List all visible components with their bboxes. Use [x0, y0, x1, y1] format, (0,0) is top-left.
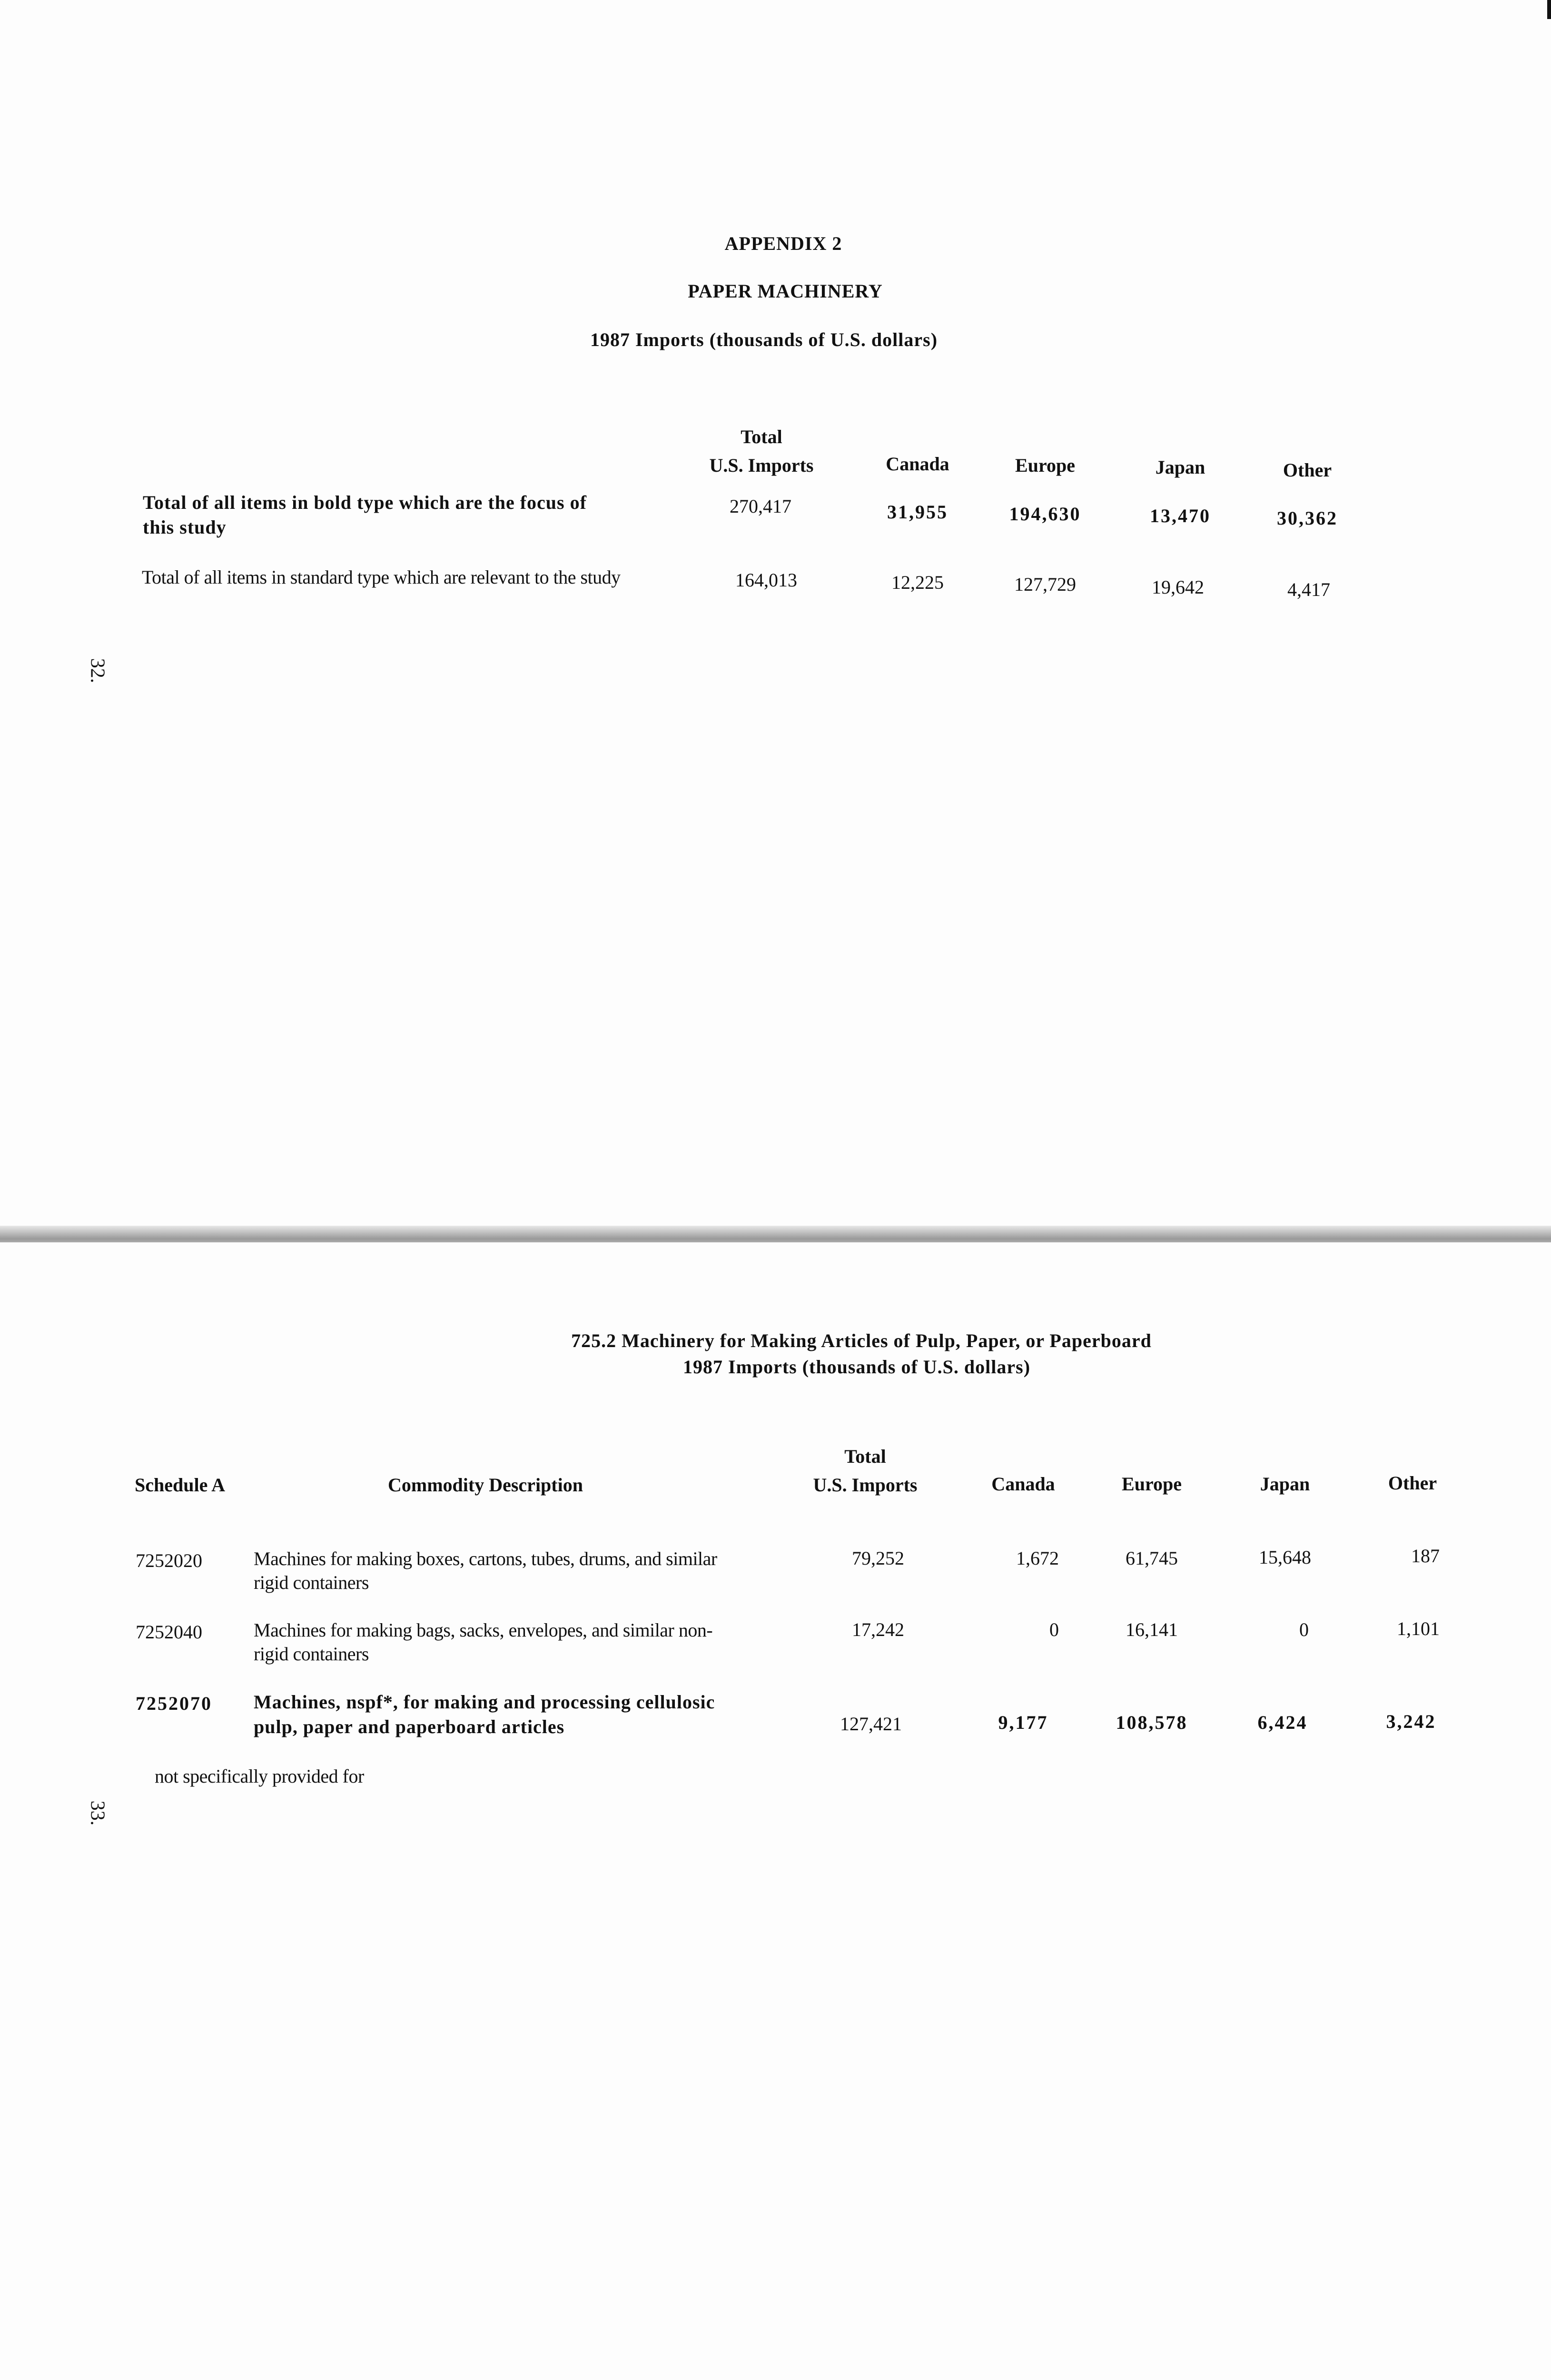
row2-japan: 0: [1299, 1619, 1309, 1640]
row1-code: 7252020: [136, 1550, 202, 1571]
col-total-line2-2: U.S. Imports: [813, 1474, 918, 1496]
row3-japan: 6,424: [1257, 1712, 1308, 1733]
row3-total: 127,421: [840, 1713, 902, 1735]
row1-canada: 1,672: [1016, 1547, 1059, 1569]
col-schedule-header: Schedule A: [135, 1474, 226, 1496]
page-edge-mark: [1547, 0, 1551, 19]
footnote: not specifically provided for: [155, 1765, 364, 1787]
bottom-page: [0, 1242, 1551, 2380]
bold-europe-value: 194,630: [1009, 503, 1081, 525]
col-total-line1-2: Total: [844, 1446, 886, 1467]
bold-items-label: Total of all items in bold type which are the focus of this study: [143, 492, 587, 538]
col-total-header: [710, 423, 814, 480]
row2-europe: 16,141: [1126, 1619, 1178, 1640]
row1-europe: 61,745: [1126, 1547, 1178, 1569]
bold-canada-value: 31,955: [887, 501, 948, 523]
page-number-33: 33.: [86, 1800, 109, 1826]
row3-other: 3,242: [1386, 1711, 1436, 1732]
col-canada-header-2: Canada: [991, 1473, 1055, 1495]
page-title: PAPER MACHINERY: [688, 280, 883, 302]
standard-japan-value: 19,642: [1152, 576, 1204, 598]
col-europe-header-2: Europe: [1122, 1473, 1182, 1495]
col-total-line2: U.S. Imports: [709, 455, 814, 476]
standard-europe-value: 127,729: [1014, 574, 1076, 595]
section-subtitle: 1987 Imports (thousands of U.S. dollars): [682, 1356, 1031, 1378]
col-other-header: Other: [1283, 459, 1332, 481]
col-total-header-2: [813, 1442, 918, 1499]
col-other-header-2: Other: [1388, 1472, 1437, 1494]
row1-other: 187: [1411, 1545, 1440, 1567]
row1-japan: 15,648: [1259, 1547, 1311, 1568]
page-number-32: 32.: [86, 658, 109, 684]
standard-total-value: 164,013: [735, 569, 797, 591]
section-title: 725.2 Machinery for Making Articles of Pulp, Paper, or Paperboard: [571, 1330, 1152, 1351]
col-canada-header: Canada: [886, 453, 949, 475]
col-total-line1: Total: [741, 426, 782, 447]
bold-other-value: 30,362: [1277, 507, 1338, 529]
standard-canada-value: 12,225: [891, 572, 944, 593]
row2-description: Machines for making bags, sacks, envelopes, and similar non-rigid containers: [254, 1619, 713, 1665]
row2-other: 1,101: [1397, 1618, 1440, 1639]
row3-description: Machines, nspf*, for making and processing cellulosic pulp, paper and paperboard articles: [254, 1691, 715, 1737]
page-subtitle: 1987 Imports (thousands of U.S. dollars): [590, 329, 938, 350]
col-japan-header-2: Japan: [1260, 1473, 1310, 1495]
row3-europe: 108,578: [1116, 1712, 1188, 1733]
standard-other-value: 4,417: [1287, 579, 1330, 600]
col-europe-header: Europe: [1015, 455, 1075, 476]
col-description-header: Commodity Description: [388, 1474, 583, 1496]
col-japan-header: Japan: [1155, 456, 1205, 478]
row3-code: 7252070: [136, 1693, 212, 1714]
bold-japan-value: 13,470: [1150, 505, 1211, 526]
row2-total: 17,242: [852, 1619, 904, 1640]
standard-items-label: Total of all items in standard type which are relevant to the study: [142, 566, 621, 588]
row2-canada: 0: [1049, 1619, 1059, 1640]
row2-code: 7252040: [136, 1621, 202, 1643]
row3-canada: 9,177: [998, 1712, 1048, 1733]
bold-total-value: 270,417: [730, 496, 791, 517]
row1-description: Machines for making boxes, cartons, tubes, drums, and similar rigid containers: [254, 1548, 717, 1593]
appendix-heading: APPENDIX 2: [724, 233, 842, 254]
row1-total: 79,252: [852, 1547, 904, 1569]
